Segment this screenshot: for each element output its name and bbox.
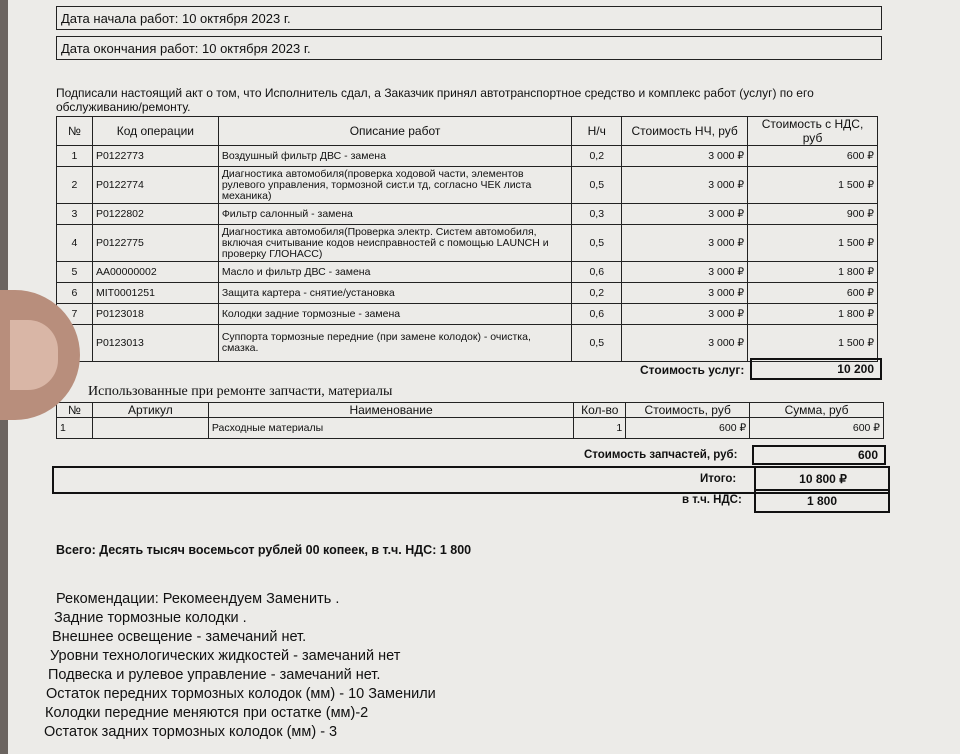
row-name: Расходные материалы — [208, 418, 573, 439]
row-total: 1 500 ₽ — [748, 167, 878, 204]
row-code: P0123018 — [92, 304, 218, 325]
materials-header-row — [57, 403, 884, 418]
operations-table — [56, 116, 878, 362]
recommendation-line: Колодки передние меняются при остатке (мм)-2 — [45, 705, 369, 721]
table-row — [57, 146, 878, 167]
col-number: № — [57, 403, 93, 418]
row-hours: 0,3 — [572, 204, 622, 225]
recommendation-line: Внешнее освещение - замечаний нет. — [52, 629, 307, 645]
row-number: 1 — [57, 146, 93, 167]
itogo-label: Итого: — [700, 473, 737, 485]
row-price: 600 ₽ — [626, 418, 750, 439]
row-price: 3 000 ₽ — [622, 325, 748, 362]
services-total-label: Стоимость услуг: — [640, 363, 745, 377]
table-row — [57, 167, 878, 204]
col-qty: Кол-во — [574, 403, 626, 418]
row-price: 3 000 ₽ — [622, 167, 748, 204]
row-price: 3 000 ₽ — [622, 225, 748, 262]
table-row — [57, 204, 878, 225]
col-sum: Сумма, руб — [750, 403, 884, 418]
services-total-value: 10 200 — [750, 358, 882, 380]
recommendation-line: Остаток задних тормозных колодок (мм) - 3 — [44, 724, 338, 740]
row-hours: 0,2 — [572, 283, 622, 304]
row-total: 1 800 ₽ — [748, 304, 878, 325]
row-number: 6 — [57, 283, 93, 304]
col-article: Артикул — [92, 403, 208, 418]
col-hours: Н/ч — [572, 117, 622, 146]
row-total: 900 ₽ — [748, 204, 878, 225]
row-total: 600 ₽ — [748, 283, 878, 304]
table-row — [57, 418, 884, 439]
table-row — [57, 325, 878, 362]
parts-total-value: 600 — [752, 445, 886, 465]
row-description: Воздушный фильтр ДВС - замена — [218, 146, 571, 167]
row-total: 1 800 ₽ — [748, 262, 878, 283]
row-sum: 600 ₽ — [750, 418, 884, 439]
row-total: 600 ₽ — [748, 146, 878, 167]
row-price: 3 000 ₽ — [622, 262, 748, 283]
col-price: Стоимость, руб — [626, 403, 750, 418]
recommendation-line: Уровни технологических жидкостей - замечаний нет — [50, 648, 401, 664]
materials-table — [56, 402, 884, 439]
row-price: 3 000 ₽ — [622, 204, 748, 225]
vat-value: 1 800 — [754, 489, 890, 513]
row-number: 2 — [57, 167, 93, 204]
row-hours: 0,2 — [572, 146, 622, 167]
row-code: P0122802 — [92, 204, 218, 225]
row-code: P0122774 — [92, 167, 218, 204]
table-row — [57, 225, 878, 262]
recommendations — [44, 590, 436, 742]
row-code: P0122775 — [92, 225, 218, 262]
col-name: Наименование — [208, 403, 573, 418]
col-description: Описание работ — [218, 117, 571, 146]
row-price: 3 000 ₽ — [622, 146, 748, 167]
parts-total-label: Стоимость запчастей, руб: — [584, 449, 738, 461]
row-hours: 0,6 — [572, 304, 622, 325]
materials-title: Использованные при ремонте запчасти, материалы — [88, 384, 393, 399]
row-description: Диагностика автомобиля(Проверка электр. Систем автомобиля, включая считывание кодов неисправностей с помощью LAUNCH и проверку ГЛОНАСС) — [218, 225, 571, 262]
row-number: 3 — [57, 204, 93, 225]
operations-header-row — [57, 117, 878, 146]
recommendation-line: Задние тормозные колодки . — [54, 610, 247, 626]
sum-in-words: Всего: Десять тысяч восемьсот рублей 00 копеек, в т.ч. НДС: 1 800 — [56, 543, 472, 557]
row-hours: 0,5 — [572, 225, 622, 262]
row-number: 5 — [57, 262, 93, 283]
table-row — [57, 283, 878, 304]
row-hours: 0,5 — [572, 167, 622, 204]
row-hours: 0,5 — [572, 325, 622, 362]
row-description: Суппорта тормозные передние (при замене колодок) - очистка, смазка. — [218, 325, 571, 362]
row-price: 3 000 ₽ — [622, 283, 748, 304]
row-description: Колодки задние тормозные - замена — [218, 304, 571, 325]
row-price: 3 000 ₽ — [622, 304, 748, 325]
col-hour-price: Стоимость НЧ, руб — [622, 117, 748, 146]
row-number: 1 — [57, 418, 93, 439]
row-code: P0122773 — [92, 146, 218, 167]
row-number: 7 — [57, 304, 93, 325]
row-hours: 0,6 — [572, 262, 622, 283]
row-qty: 1 — [574, 418, 626, 439]
table-row — [57, 304, 878, 325]
row-number: 4 — [57, 225, 93, 262]
row-description: Защита картера - снятие/установка — [218, 283, 571, 304]
row-description: Масло и фильтр ДВС - замена — [218, 262, 571, 283]
row-description: Диагностика автомобиля(проверка ходовой части, элементов рулевого управления, тормозной сист.и тд, согласно ЧЕК листа механика) — [218, 167, 571, 204]
end-date-field: Дата окончания работ: 10 октября 2023 г. — [56, 36, 882, 60]
row-total: 1 500 ₽ — [748, 325, 878, 362]
row-total: 1 500 ₽ — [748, 225, 878, 262]
col-total-vat: Стоимость с НДС, руб — [748, 117, 878, 146]
row-code: P0123013 — [92, 325, 218, 362]
row-code: AA00000002 — [92, 262, 218, 283]
itogo-value: 10 800 ₽ — [754, 466, 890, 494]
start-date-field: Дата начала работ: 10 октября 2023 г. — [56, 6, 882, 30]
recommendation-line: Подвеска и рулевое управление - замечаний нет. — [48, 667, 381, 683]
vat-label: в т.ч. НДС: — [682, 494, 742, 506]
col-number: № — [57, 117, 93, 146]
row-description: Фильтр салонный - замена — [218, 204, 571, 225]
recommendation-line: Остаток передних тормозных колодок (мм) - 10 Заменили — [46, 686, 436, 702]
table-row — [57, 262, 878, 283]
row-article — [92, 418, 208, 439]
row-code: MIT0001251 — [92, 283, 218, 304]
recommendation-line: Рекомендации: Рекомеендуем Заменить . — [56, 591, 340, 607]
col-code: Код операции — [92, 117, 218, 146]
act-paragraph: Подписали настоящий акт о том, что Исполнитель сдал, а Заказчик принял автотранспортное средство и комплекс работ (услуг) по его обслуживанию/ремонту. — [56, 86, 814, 114]
